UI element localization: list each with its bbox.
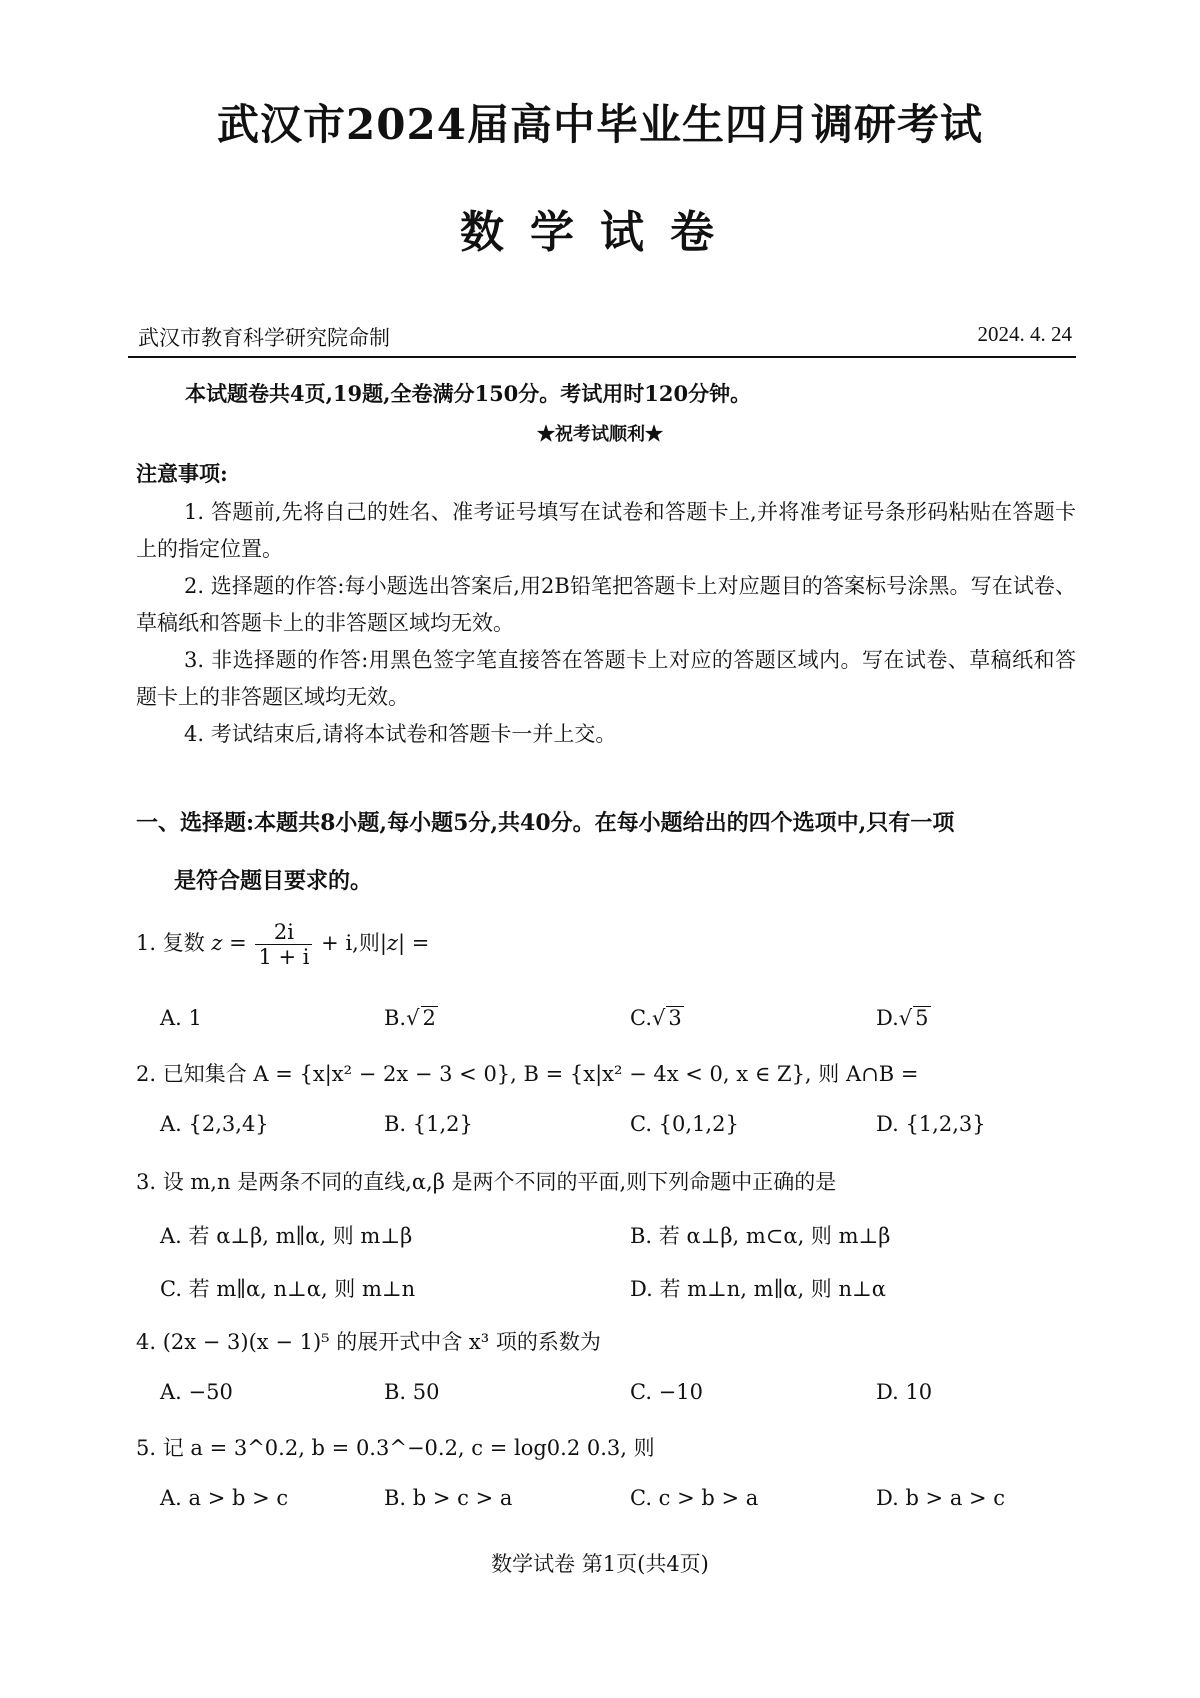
q5-option-c: C. c > b > a (630, 1486, 759, 1510)
q1-fraction (255, 920, 312, 969)
q1-var: z (211, 931, 223, 955)
option-label: C. (630, 1006, 652, 1030)
question-4: 4. (2x − 3)(x − 1)⁵ 的展开式中含 x³ 项的系数为 (136, 1330, 601, 1354)
issuer: 武汉市教育科学研究院命制 (138, 326, 390, 350)
q1-var2: z (386, 931, 398, 955)
notice-heading: 注意事项: (136, 461, 228, 486)
q1-eq: = (222, 931, 247, 955)
section-heading-line: 是符合题目要求的。 (174, 868, 373, 894)
q3-option-b: B. 若 α⊥β, m⊂α, 则 m⊥β (630, 1224, 891, 1248)
option-label: D. (876, 1006, 899, 1030)
notice-item: 1. 答题前,先将自己的姓名、准考证号填写在试卷和答题卡上,并将准考证号条形码粘贴在答题卡上的指定位置。 (136, 500, 1076, 561)
q5-option-d: D. b > a > c (876, 1486, 1006, 1510)
section-heading-line: 一、选择题:本题共8小题,每小题5分,共40分。在每小题给出的四个选项中,只有一项 (136, 810, 955, 836)
q4-option-a: A. −50 (160, 1380, 233, 1404)
notice-list (136, 494, 1076, 753)
q3-option-a: A. 若 α⊥β, m∥α, 则 m⊥β (160, 1224, 413, 1248)
question-1 (136, 920, 429, 969)
q2-option-b: B. {1,2} (384, 1112, 473, 1136)
q2-option-d: D. {1,2,3} (876, 1112, 986, 1136)
radicand: 3 (668, 1006, 682, 1030)
q1-numerator: 2i (255, 920, 312, 945)
exam-subtitle: 数学试卷 (460, 207, 740, 258)
q2-option-a: A. {2,3,4} (160, 1112, 269, 1136)
exam-info: 本试题卷共4页,19题,全卷满分150分。考试用时120分钟。 (185, 381, 752, 406)
q1-option-a: A. 1 (160, 1006, 202, 1030)
q3-option-c: C. 若 m∥α, n⊥α, 则 m⊥n (160, 1277, 416, 1301)
page-footer: 数学试卷 第1页(共4页) (491, 1552, 709, 1576)
q5-option-b: B. b > c > a (384, 1486, 513, 1510)
q1-option-b: B.√ 2 (384, 1006, 436, 1030)
q1-after: + i,则| (321, 931, 387, 955)
radicand: 5 (915, 1006, 929, 1030)
notice-item: 4. 考试结束后,请将本试卷和答题卡一并上交。 (184, 722, 617, 746)
question-3: 3. 设 m,n 是两条不同的直线,α,β 是两个不同的平面,则下列命题中正确的是 (136, 1170, 837, 1194)
q1-option-c: C.√ 3 (630, 1006, 682, 1030)
radicand: 2 (422, 1006, 436, 1030)
notice-item: 3. 非选择题的作答:用黑色签字笔直接答在答题卡上对应的答题区域内。写在试卷、草稿纸和答题卡上的非答题区域均无效。 (136, 648, 1076, 709)
wish-line: ★祝考试顺利★ (537, 424, 663, 445)
header-rule (128, 356, 1076, 358)
q3-option-d: D. 若 m⊥n, m∥α, 则 n⊥α (630, 1277, 886, 1301)
q4-option-b: B. 50 (384, 1380, 440, 1404)
section-heading (136, 794, 1081, 910)
q1-option-d: D.√ 5 (876, 1006, 929, 1030)
q4-option-c: C. −10 (630, 1380, 703, 1404)
question-5: 5. 记 a = 3^0.2, b = 0.3^−0.2, c = log0.2 0.3, 则 (136, 1436, 655, 1460)
q1-tail: | = (398, 931, 430, 955)
notice-item: 2. 选择题的作答:每小题选出答案后,用2B铅笔把答题卡上对应题目的答案标号涂黑。写在试卷、草稿纸和答题卡上的非答题区域均无效。 (136, 574, 1076, 635)
exam-date: 2024. 4. 24 (977, 322, 1072, 346)
question-2: 2. 已知集合 A = {x|x² − 2x − 3 < 0}, B = {x|x² − 4x < 0, x ∈ Z}, 则 A∩B = (136, 1062, 919, 1086)
q4-option-d: D. 10 (876, 1380, 933, 1404)
q5-option-a: A. a > b > c (160, 1486, 289, 1510)
exam-title: 武汉市2024届高中毕业生四月调研考试 (217, 100, 983, 149)
option-label: B. (384, 1006, 407, 1030)
q2-option-c: C. {0,1,2} (630, 1112, 739, 1136)
q1-prefix: 1. 复数 (136, 931, 205, 955)
q1-denominator: 1 + i (258, 945, 310, 969)
